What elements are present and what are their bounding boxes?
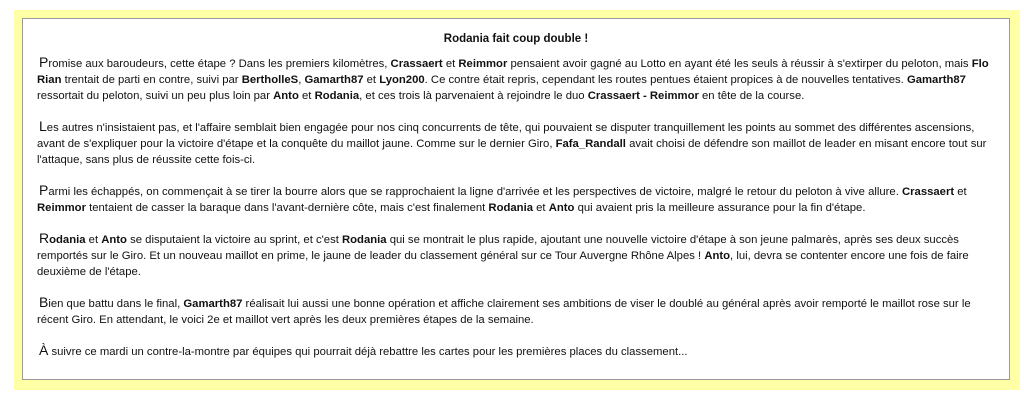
paragraph-initial-letter: À — [39, 342, 49, 358]
yellow-frame — [14, 10, 1020, 390]
rider-name: Rodania — [314, 90, 360, 102]
paragraph-text: en tête de la course. — [698, 90, 805, 102]
rider-name: Reimmor — [37, 202, 86, 214]
rider-name: Anto — [273, 90, 299, 102]
paragraph-text: ressortait du peloton, suivi un peu plus loin par — [37, 90, 274, 102]
article-title: Rodania fait coup double ! — [443, 33, 589, 45]
paragraph-text: es autres n'insistaient pas, et l'affaire semblait bien engagée pour nos cinq concurrents de tête, qui pouvaient se disputer tranquillement les points au sommet des différentes ascensions, avant de s'expliquer pour la victoire d'étape et la conquête du maillot jaune. Comme sur le dernier Giro, — [37, 122, 975, 150]
rider-name: Lyon200 — [379, 74, 425, 86]
article-paragraph — [37, 230, 995, 280]
article-paragraph — [37, 118, 995, 168]
rider-name: Fafa_Randall — [555, 138, 626, 150]
rider-name: Flo Rian — [37, 58, 989, 86]
paragraph-text: , lui, devra se contenter encore une fois de faire deuxième de l'étape. — [37, 250, 969, 278]
paragraph-initial-letter: P — [39, 54, 49, 70]
rider-name: odania — [49, 234, 86, 246]
rider-name: BertholleS — [241, 74, 299, 86]
rider-name: Anto — [548, 202, 575, 214]
article-panel — [22, 18, 1010, 380]
article-paragraph — [37, 182, 995, 216]
paragraph-text: romise aux baroudeurs, cette étape ? Dans les premiers kilomètres, — [48, 58, 391, 70]
paragraph-text: trentait de parti en contre, suivi par — [61, 74, 242, 86]
rider-name: Gamarth87 — [304, 74, 364, 86]
paragraph-text: . Ce contre était repris, cependant les routes pentues étaient propices à de nouvelles tentatives. — [424, 74, 907, 86]
rider-name: Gamarth87 — [183, 298, 243, 310]
rider-name: Rodania — [488, 202, 533, 214]
paragraph-text: ien que battu dans le final, — [48, 298, 184, 310]
paragraph-text: , et ces trois là parvenaient à rejoindre le duo — [359, 90, 588, 102]
paragraph-text: qui avaient pris la meilleure assurance pour la fin d'étape. — [574, 202, 866, 214]
paragraph-initial-letter: P — [39, 182, 49, 198]
paragraph-text: tentaient de casser la baraque dans l'avant-dernière côte, mais c'est finalement — [85, 202, 489, 214]
paragraph-text: et — [442, 58, 459, 70]
article-paragraph — [37, 294, 995, 328]
paragraph-text: et — [363, 74, 380, 86]
paragraph-text: et — [85, 234, 102, 246]
paragraph-text: suivre ce mardi un contre-la-montre par équipes qui pourrait déjà rebattre les cartes pour les premières places du classement... — [48, 346, 688, 358]
rider-name: Crassaert — [390, 58, 443, 70]
article-paragraph — [37, 54, 995, 104]
paragraph-text: qui se montrait le plus rapide, ajoutant une nouvelle victoire d'étape à son jeune palmarès, après ses deux succès remportés sur le Giro. Et un nouveau maillot en prime, le jaune de leader du classement général sur ce Tour Auvergne Rhône Alpes ! — [37, 234, 959, 262]
article-body — [37, 54, 995, 360]
paragraph-text: pensaient avoir gagné au Lotto en ayant été les seuls à réussir à s'extirper du peloton, mais — [507, 58, 972, 70]
paragraph-text: armi les échappés, on commençait à se tirer la bourre alors que se rapprochaient la ligne d'arrivée et les perspectives de victoire, malgré le retour du peloton à vive allure. — [48, 186, 902, 198]
rider-name: Rodania — [342, 234, 387, 246]
paragraph-initial-letter: R — [39, 230, 50, 246]
paragraph-text: et — [533, 202, 549, 214]
rider-name: Crassaert - Reimmor — [587, 90, 699, 102]
paragraph-initial-letter: L — [39, 118, 47, 134]
rider-name: Anto — [101, 234, 127, 246]
paragraph-text: réalisait lui aussi une bonne opération et affiche clairement ses ambitions de viser le doublé au général après avoir remporté le maillot rose sur le récent Giro. En attendant, le voici 2e et maillot vert après les deux premières étapes de la semaine. — [37, 298, 971, 326]
paragraph-text: se disputaient la victoire au sprint, et c'est — [126, 234, 342, 246]
paragraph-text: et — [298, 90, 315, 102]
paragraph-text: et — [954, 186, 967, 198]
rider-name: Gamarth87 — [906, 74, 966, 86]
rider-name: Reimmor — [458, 58, 508, 70]
rider-name: Crassaert — [901, 186, 955, 198]
paragraph-text: avait choisi de défendre son maillot de leader en misant encore tout sur l'attaque, sans plus de réussite cette fois-ci. — [37, 138, 987, 166]
paragraph-initial-letter: B — [39, 294, 49, 310]
article-paragraph — [37, 342, 995, 360]
paragraph-text: , — [298, 74, 305, 86]
rider-name: Anto — [704, 250, 731, 262]
